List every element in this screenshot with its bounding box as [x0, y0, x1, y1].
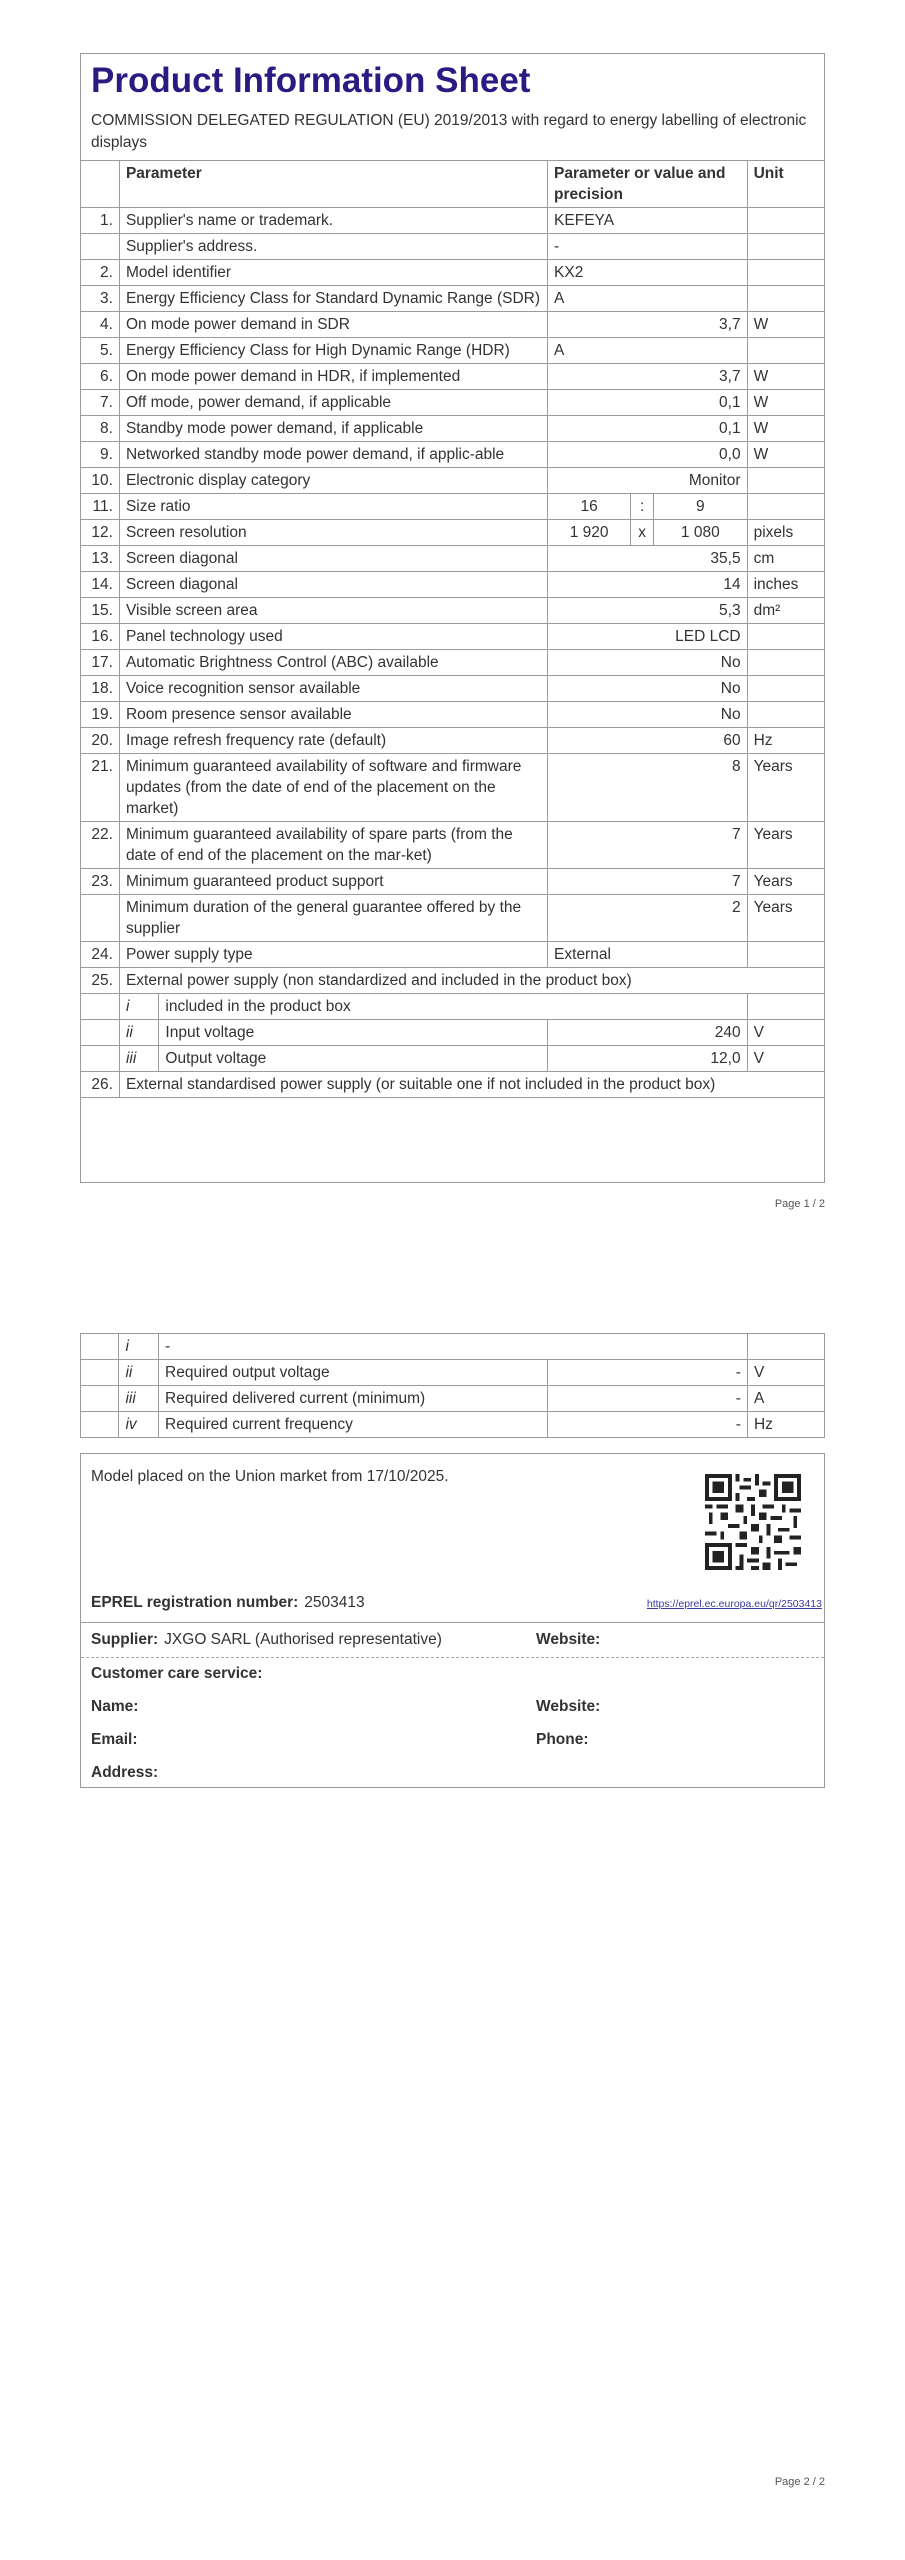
- product-information-sheet-page-2: [80, 1333, 825, 1438]
- website2-label: Website:: [536, 1698, 601, 1715]
- table-row: iv Required current frequency - Hz: [81, 1412, 825, 1438]
- table-row: 6. On mode power demand in HDR, if implemented 3,7 W: [81, 364, 824, 390]
- model-info-box: [80, 1453, 825, 1788]
- qr-code-icon[interactable]: [705, 1474, 801, 1570]
- table-row: i included in the product box: [81, 994, 824, 1020]
- table-row: Supplier's address. -: [81, 234, 824, 260]
- table-row: iii Output voltage 12,0 V: [81, 1046, 824, 1072]
- table-row: iii Required delivered current (minimum) - A: [81, 1386, 825, 1412]
- table-row: 22. Minimum guaranteed availability of spare parts (from the date of end of the placement on the mar-ket) 7 Years: [81, 822, 824, 869]
- divider: [81, 1622, 824, 1623]
- table-row: 10. Electronic display category Monitor: [81, 468, 824, 494]
- table-header-row: [81, 161, 824, 208]
- table-row: 24. Power supply type External: [81, 942, 824, 968]
- table-row: 25. External power supply (non standardized and included in the product box): [81, 968, 824, 994]
- market-placement-text: Model placed on the Union market from 17/10/2025.: [91, 1468, 449, 1485]
- phone-label: Phone:: [536, 1731, 589, 1748]
- page-title: Product Information Sheet: [91, 61, 531, 100]
- table-row: 19. Room presence sensor available No: [81, 702, 824, 728]
- customer-care-label: Customer care service:: [91, 1665, 263, 1682]
- supplier-value: JXGO SARL (Authorised representative): [164, 1631, 442, 1648]
- table-row: 12. Screen resolution 1 920 x 1 080 pixels: [81, 520, 824, 546]
- table-row: 23. Minimum guaranteed product support 7 Years: [81, 869, 824, 895]
- table-row: 1. Supplier's name or trademark. KEFEYA: [81, 208, 824, 234]
- table-row: 13. Screen diagonal 35,5 cm: [81, 546, 824, 572]
- page-number: Page 2 / 2: [774, 2476, 825, 2488]
- table-row: 5. Energy Efficiency Class for High Dynamic Range (HDR) A: [81, 338, 824, 364]
- table-row: 3. Energy Efficiency Class for Standard Dynamic Range (SDR) A: [81, 286, 824, 312]
- website-label: Website:: [536, 1631, 601, 1648]
- eprel-registration-label: EPREL registration number: 2503413: [91, 1594, 365, 1611]
- header-value: Parameter or value and precision: [548, 161, 748, 208]
- table-row: 2. Model identifier KX2: [81, 260, 824, 286]
- table-row: ii Required output voltage - V: [81, 1360, 825, 1386]
- table-row: 15. Visible screen area 5,3 dm²: [81, 598, 824, 624]
- address-label: Address:: [91, 1764, 159, 1781]
- product-information-sheet-page-1: [80, 53, 825, 1183]
- table-row: 7. Off mode, power demand, if applicable 0,1 W: [81, 390, 824, 416]
- header-unit: Unit: [747, 161, 824, 208]
- table-row: Minimum duration of the general guarantee offered by the supplier 2 Years: [81, 895, 824, 942]
- table-row: ii Input voltage 240 V: [81, 1020, 824, 1046]
- parameters-table: [81, 160, 824, 1098]
- supplier-label: Supplier: JXGO SARL (Authorised representative): [91, 1631, 442, 1648]
- divider: [81, 1657, 824, 1658]
- parameters-table-continued: [80, 1333, 825, 1438]
- table-row: 16. Panel technology used LED LCD: [81, 624, 824, 650]
- table-row: 11. Size ratio 16 : 9: [81, 494, 824, 520]
- table-row: 18. Voice recognition sensor available No: [81, 676, 824, 702]
- eprel-link[interactable]: https://eprel.ec.europa.eu/qr/2503413: [646, 1598, 822, 1610]
- table-row: 14. Screen diagonal 14 inches: [81, 572, 824, 598]
- table-row: 26. External standardised power supply (or suitable one if not included in the product box): [81, 1072, 824, 1098]
- table-row: i -: [81, 1334, 825, 1360]
- header-parameter: Parameter: [119, 161, 547, 208]
- page-number: Page 1 / 2: [774, 1198, 825, 1210]
- table-row: 9. Networked standby mode power demand, if applic-able 0,0 W: [81, 442, 824, 468]
- table-row: 4. On mode power demand in SDR 3,7 W: [81, 312, 824, 338]
- table-row: 21. Minimum guaranteed availability of software and firmware updates (from the date of end of the placement on the market) 8 Years: [81, 754, 824, 822]
- table-row: 17. Automatic Brightness Control (ABC) available No: [81, 650, 824, 676]
- name-label: Name:: [91, 1698, 139, 1715]
- email-label: Email:: [91, 1731, 138, 1748]
- eprel-registration-number: 2503413: [304, 1594, 365, 1611]
- table-row: 20. Image refresh frequency rate (default) 60 Hz: [81, 728, 824, 754]
- table-row: 8. Standby mode power demand, if applicable 0,1 W: [81, 416, 824, 442]
- regulation-subtitle: COMMISSION DELEGATED REGULATION (EU) 2019/2013 with regard to energy labelling of electronic displays: [91, 112, 807, 151]
